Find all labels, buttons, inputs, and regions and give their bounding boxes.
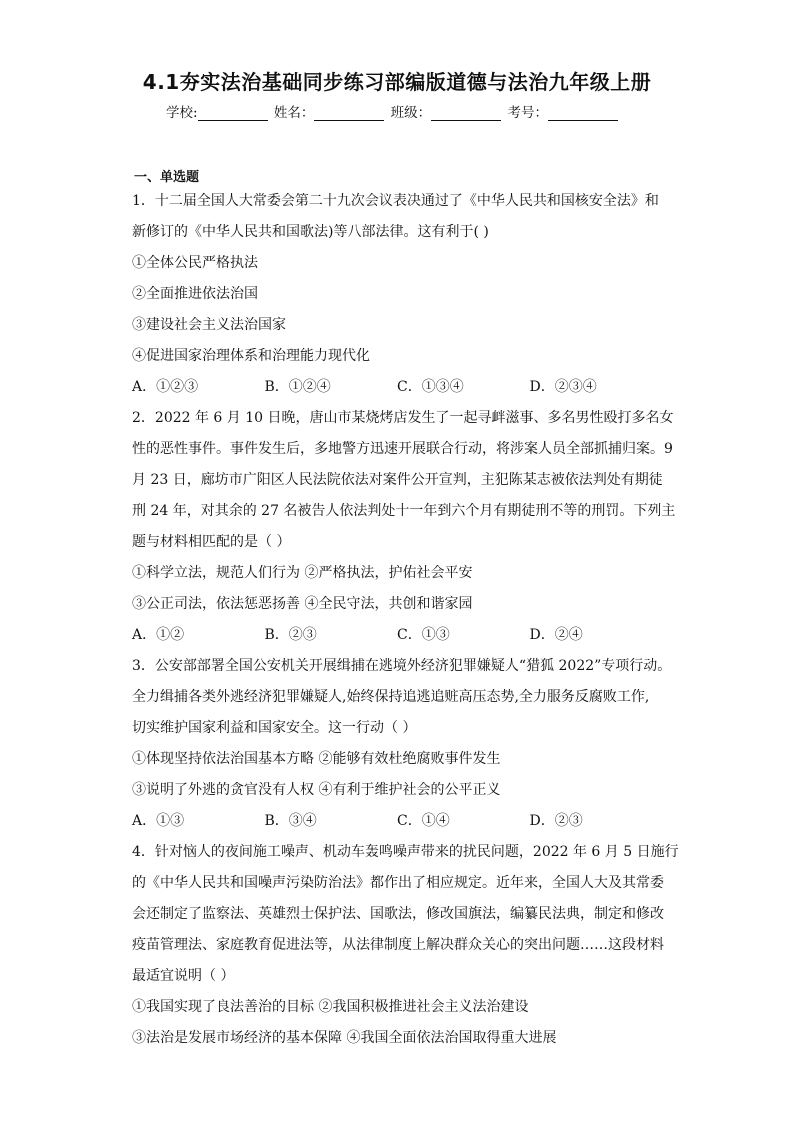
question-stem-line: 4．针对恼人的夜间施工噪声、机动车轰鸣噪声带来的扰民问题，2022 年 6 月 5 日施行 — [132, 844, 679, 860]
statement-item: ①科学立法，规范人们行为 ②严格执法，护佑社会平安 — [132, 565, 473, 581]
questions — [132, 186, 679, 1054]
name-label: 姓名： — [273, 105, 315, 121]
statement-item: ③公正司法，依法惩恶扬善 ④全民守法，共创和谐家园 — [132, 596, 473, 612]
question-stem-line: 题与材料相匹配的是（ ） — [132, 534, 291, 550]
statement-item: ①我国实现了良法善治的目标 ②我国积极推进社会主义法治建设 — [132, 999, 529, 1015]
question-stem-line: 新修订的《中华人民共和国歌法)等八部法律。这有利于( ) — [132, 224, 489, 240]
question-stem-line: 切实维护国家利益和国家安全。这一行动（ ） — [132, 720, 417, 736]
name-blank — [314, 106, 384, 121]
question-stem-line: 刑 24 年，对其余的 27 名被告人依法判处十一年到六个月有期徒刑不等的刑罚。下列主 — [132, 503, 676, 519]
option-c[interactable]: C．①③ — [397, 627, 450, 643]
statement-item: ④促进国家治理体系和治理能力现代化 — [132, 348, 370, 364]
question-4 — [132, 837, 679, 1054]
option-c[interactable]: C．①③④ — [397, 379, 464, 395]
question-stem-line: 疫苗管理法、家庭教育促进法等，从法律制度上解决群众关心的突出问题……这段材料 — [132, 937, 664, 953]
option-a[interactable]: A．①② — [132, 627, 185, 643]
answer-options — [132, 620, 662, 651]
option-a[interactable]: A．①②③ — [132, 379, 199, 395]
question-3 — [132, 651, 672, 837]
answer-options — [132, 372, 662, 403]
page-title: 4.1夯实法治基础同步练习部编版道德与法治九年级上册 — [142, 70, 652, 94]
student-info-line — [166, 101, 620, 121]
exam-number-blank — [548, 106, 618, 121]
option-a[interactable]: A．①③ — [132, 813, 185, 829]
option-b[interactable]: B．①②④ — [264, 379, 331, 395]
school-label: 学校: — [166, 105, 198, 121]
class-label: 班级： — [390, 105, 432, 121]
question-stem-line: 最适宜说明（ ） — [132, 968, 235, 984]
question-stem-line: 会还制定了监察法、英雄烈士保护法、国歌法，修改国旗法，编纂民法典，制定和修改 — [132, 906, 664, 922]
question-1 — [132, 186, 662, 403]
question-stem-line: 的《中华人民共和国噪声污染防治法》都作出了相应规定。近年来，全国人大及其常委 — [132, 875, 664, 891]
option-b[interactable]: B．③④ — [264, 813, 317, 829]
statement-item: ②全面推进依法治国 — [132, 286, 258, 302]
statement-item: ③法治是发展市场经济的基本保障 ④我国全面依法治国取得重大进展 — [132, 1030, 557, 1046]
question-2 — [132, 403, 676, 651]
answer-options — [132, 806, 662, 837]
option-d[interactable]: D．②③ — [529, 813, 583, 829]
question-stem-line: 全力缉捕各类外逃经济犯罪嫌疑人,始终保持追逃追赃高压态势,全力服务反腐败工作, — [132, 689, 650, 705]
school-blank — [198, 106, 268, 121]
question-stem-line: 3．公安部部署全国公安机关开展缉捕在逃境外经济犯罪嫌疑人“猎狐 2022”专项行动。 — [132, 658, 672, 674]
option-d[interactable]: D．②④ — [529, 627, 583, 643]
statement-item: ③建设社会主义法治国家 — [132, 317, 286, 333]
question-stem-line: 2．2022 年 6 月 10 日晚，唐山市某烧烤店发生了一起寻衅滋事、多名男性殴打多名女 — [132, 410, 674, 426]
class-blank — [431, 106, 501, 121]
question-stem-line: 1．十二届全国人大常委会第二十九次会议表决通过了《中华人民共和国核安全法》和 — [132, 193, 659, 209]
question-stem-line: 月 23 日，廊坊市广阳区人民法院依法对案件公开宣判，主犯陈某志被依法判处有期徒 — [132, 472, 663, 488]
exam-number-label: 考号： — [507, 105, 548, 121]
statement-item: ③说明了外逃的贪官没有人权 ④有利于维护社会的公平正义 — [132, 782, 501, 798]
question-stem-line: 性的恶性事件。事件发生后，多地警方迅速开展联合行动，将涉案人员全部抓捕归案。9 — [132, 441, 673, 457]
option-d[interactable]: D．②③④ — [529, 379, 597, 395]
option-c[interactable]: C．①④ — [397, 813, 450, 829]
option-b[interactable]: B．②③ — [264, 627, 317, 643]
statement-item: ①体现坚持依法治国基本方略 ②能够有效杜绝腐败事件发生 — [132, 751, 501, 767]
statement-item: ①全体公民严格执法 — [132, 255, 258, 271]
section-heading: 一、单选题 — [134, 170, 200, 185]
